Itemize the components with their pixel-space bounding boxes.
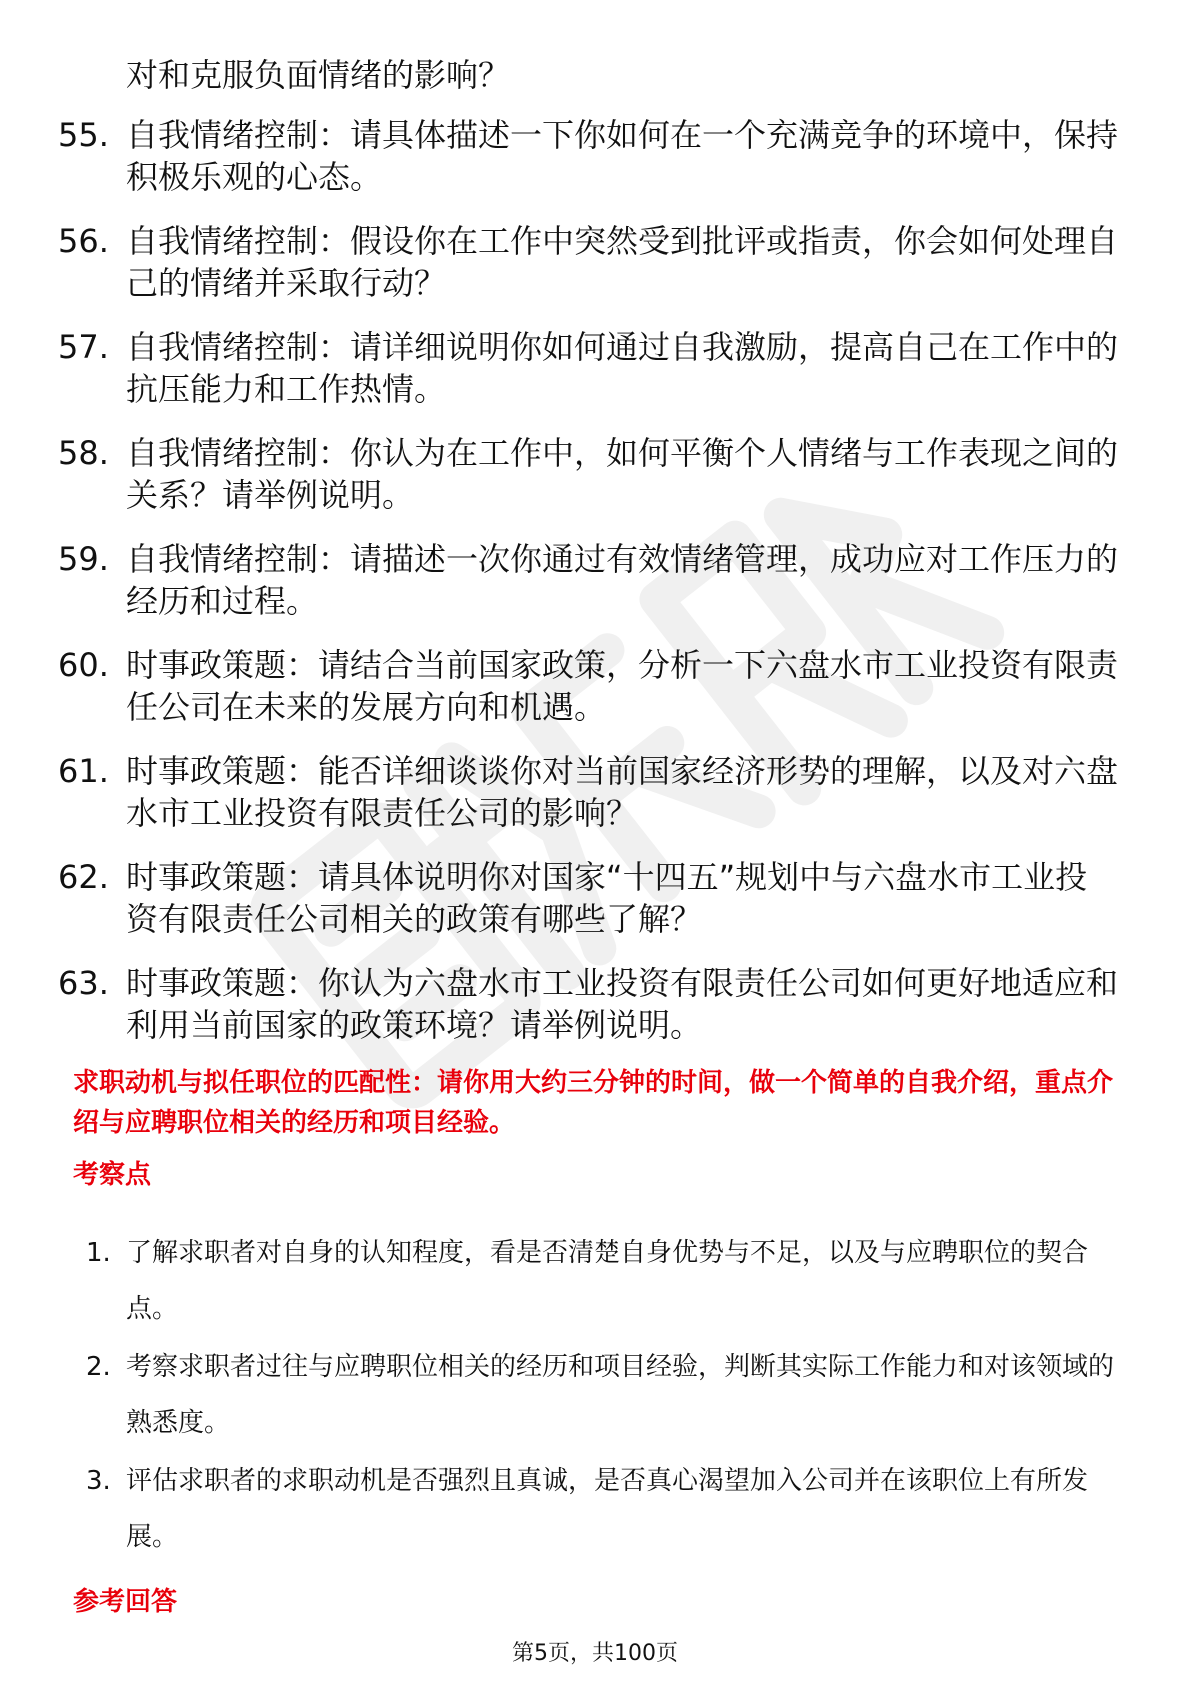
assessment-point xyxy=(80,1453,1120,1565)
question-text: 自我情绪控制：请具体描述一下你如何在一个充满竞争的环境中，保持积极乐观的心态。 xyxy=(126,116,1119,196)
question-list xyxy=(58,54,1118,1068)
question-number: 57. xyxy=(58,328,109,366)
assessment-point xyxy=(80,1339,1120,1451)
point-text: 评估求职者的求职动机是否强烈且真诚，是否真心渴望加入公司并在该职位上有所发展。 xyxy=(126,1466,1089,1552)
points-heading: 考察点 xyxy=(73,1160,152,1190)
question-number: 62. xyxy=(58,858,109,896)
question-item xyxy=(58,750,1118,834)
point-number: 1. xyxy=(86,1238,111,1268)
question-number: 60. xyxy=(58,646,109,684)
assessment-points-list xyxy=(80,1225,1120,1567)
point-text: 了解求职者对自身的认知程度，看是否清楚自身优势与不足，以及与应聘职位的契合点。 xyxy=(126,1238,1089,1324)
page-number: 第5页，共100页 xyxy=(512,1641,678,1666)
question-text: 时事政策题：你认为六盘水市工业投资有限责任公司如何更好地适应和利用当前国家的政策环境？请举例说明。 xyxy=(126,964,1119,1044)
question-number: 56. xyxy=(58,222,109,260)
question-item xyxy=(58,644,1118,728)
question-item xyxy=(58,962,1118,1046)
question-text: 时事政策题：请结合当前国家政策，分析一下六盘水市工业投资有限责任公司在未来的发展方向和机遇。 xyxy=(126,646,1119,726)
question-number: 55. xyxy=(58,116,109,154)
question-number: 63. xyxy=(58,964,109,1002)
question-number: 59. xyxy=(58,540,109,578)
question-text: 时事政策题：请具体说明你对国家“十四五”规划中与六盘水市工业投资有限责任公司相关的政策有哪些了解？ xyxy=(126,858,1088,938)
question-item xyxy=(58,114,1118,198)
question-item xyxy=(58,538,1118,622)
question-text: 自我情绪控制：请详细说明你如何通过自我激励，提高自己在工作中的抗压能力和工作热情。 xyxy=(126,328,1119,408)
point-number: 3. xyxy=(86,1466,111,1496)
question-number: 58. xyxy=(58,434,109,472)
question-item xyxy=(58,432,1118,516)
question-text: 自我情绪控制：你认为在工作中，如何平衡个人情绪与工作表现之间的关系？请举例说明。 xyxy=(126,434,1119,514)
point-number: 2. xyxy=(86,1352,111,1382)
question-text: 自我情绪控制：请描述一次你通过有效情绪管理，成功应对工作压力的经历和过程。 xyxy=(126,540,1119,620)
question-continuation: 对和克服负面情绪的影响？ xyxy=(126,56,511,94)
question-text: 自我情绪控制：假设你在工作中突然受到批评或指责，你会如何处理自己的情绪并采取行动？ xyxy=(126,222,1119,302)
question-item xyxy=(58,856,1118,940)
answer-heading: 参考回答 xyxy=(73,1587,178,1617)
point-text: 考察求职者过往与应聘职位相关的经历和项目经验，判断其实际工作能力和对该领域的熟悉度。 xyxy=(126,1352,1115,1438)
question-item xyxy=(58,326,1118,410)
question-text: 时事政策题：能否详细谈谈你对当前国家经济形势的理解，以及对六盘水市工业投资有限责任公司的影响？ xyxy=(126,752,1119,832)
assessment-point xyxy=(80,1225,1120,1337)
question-item xyxy=(58,220,1118,304)
featured-question-title: 求职动机与拟任职位的匹配性：请你用大约三分钟的时间，做一个简单的自我介绍，重点介绍与应聘职位相关的经历和项目经验。 xyxy=(73,1068,1114,1138)
question-number: 61. xyxy=(58,752,109,790)
